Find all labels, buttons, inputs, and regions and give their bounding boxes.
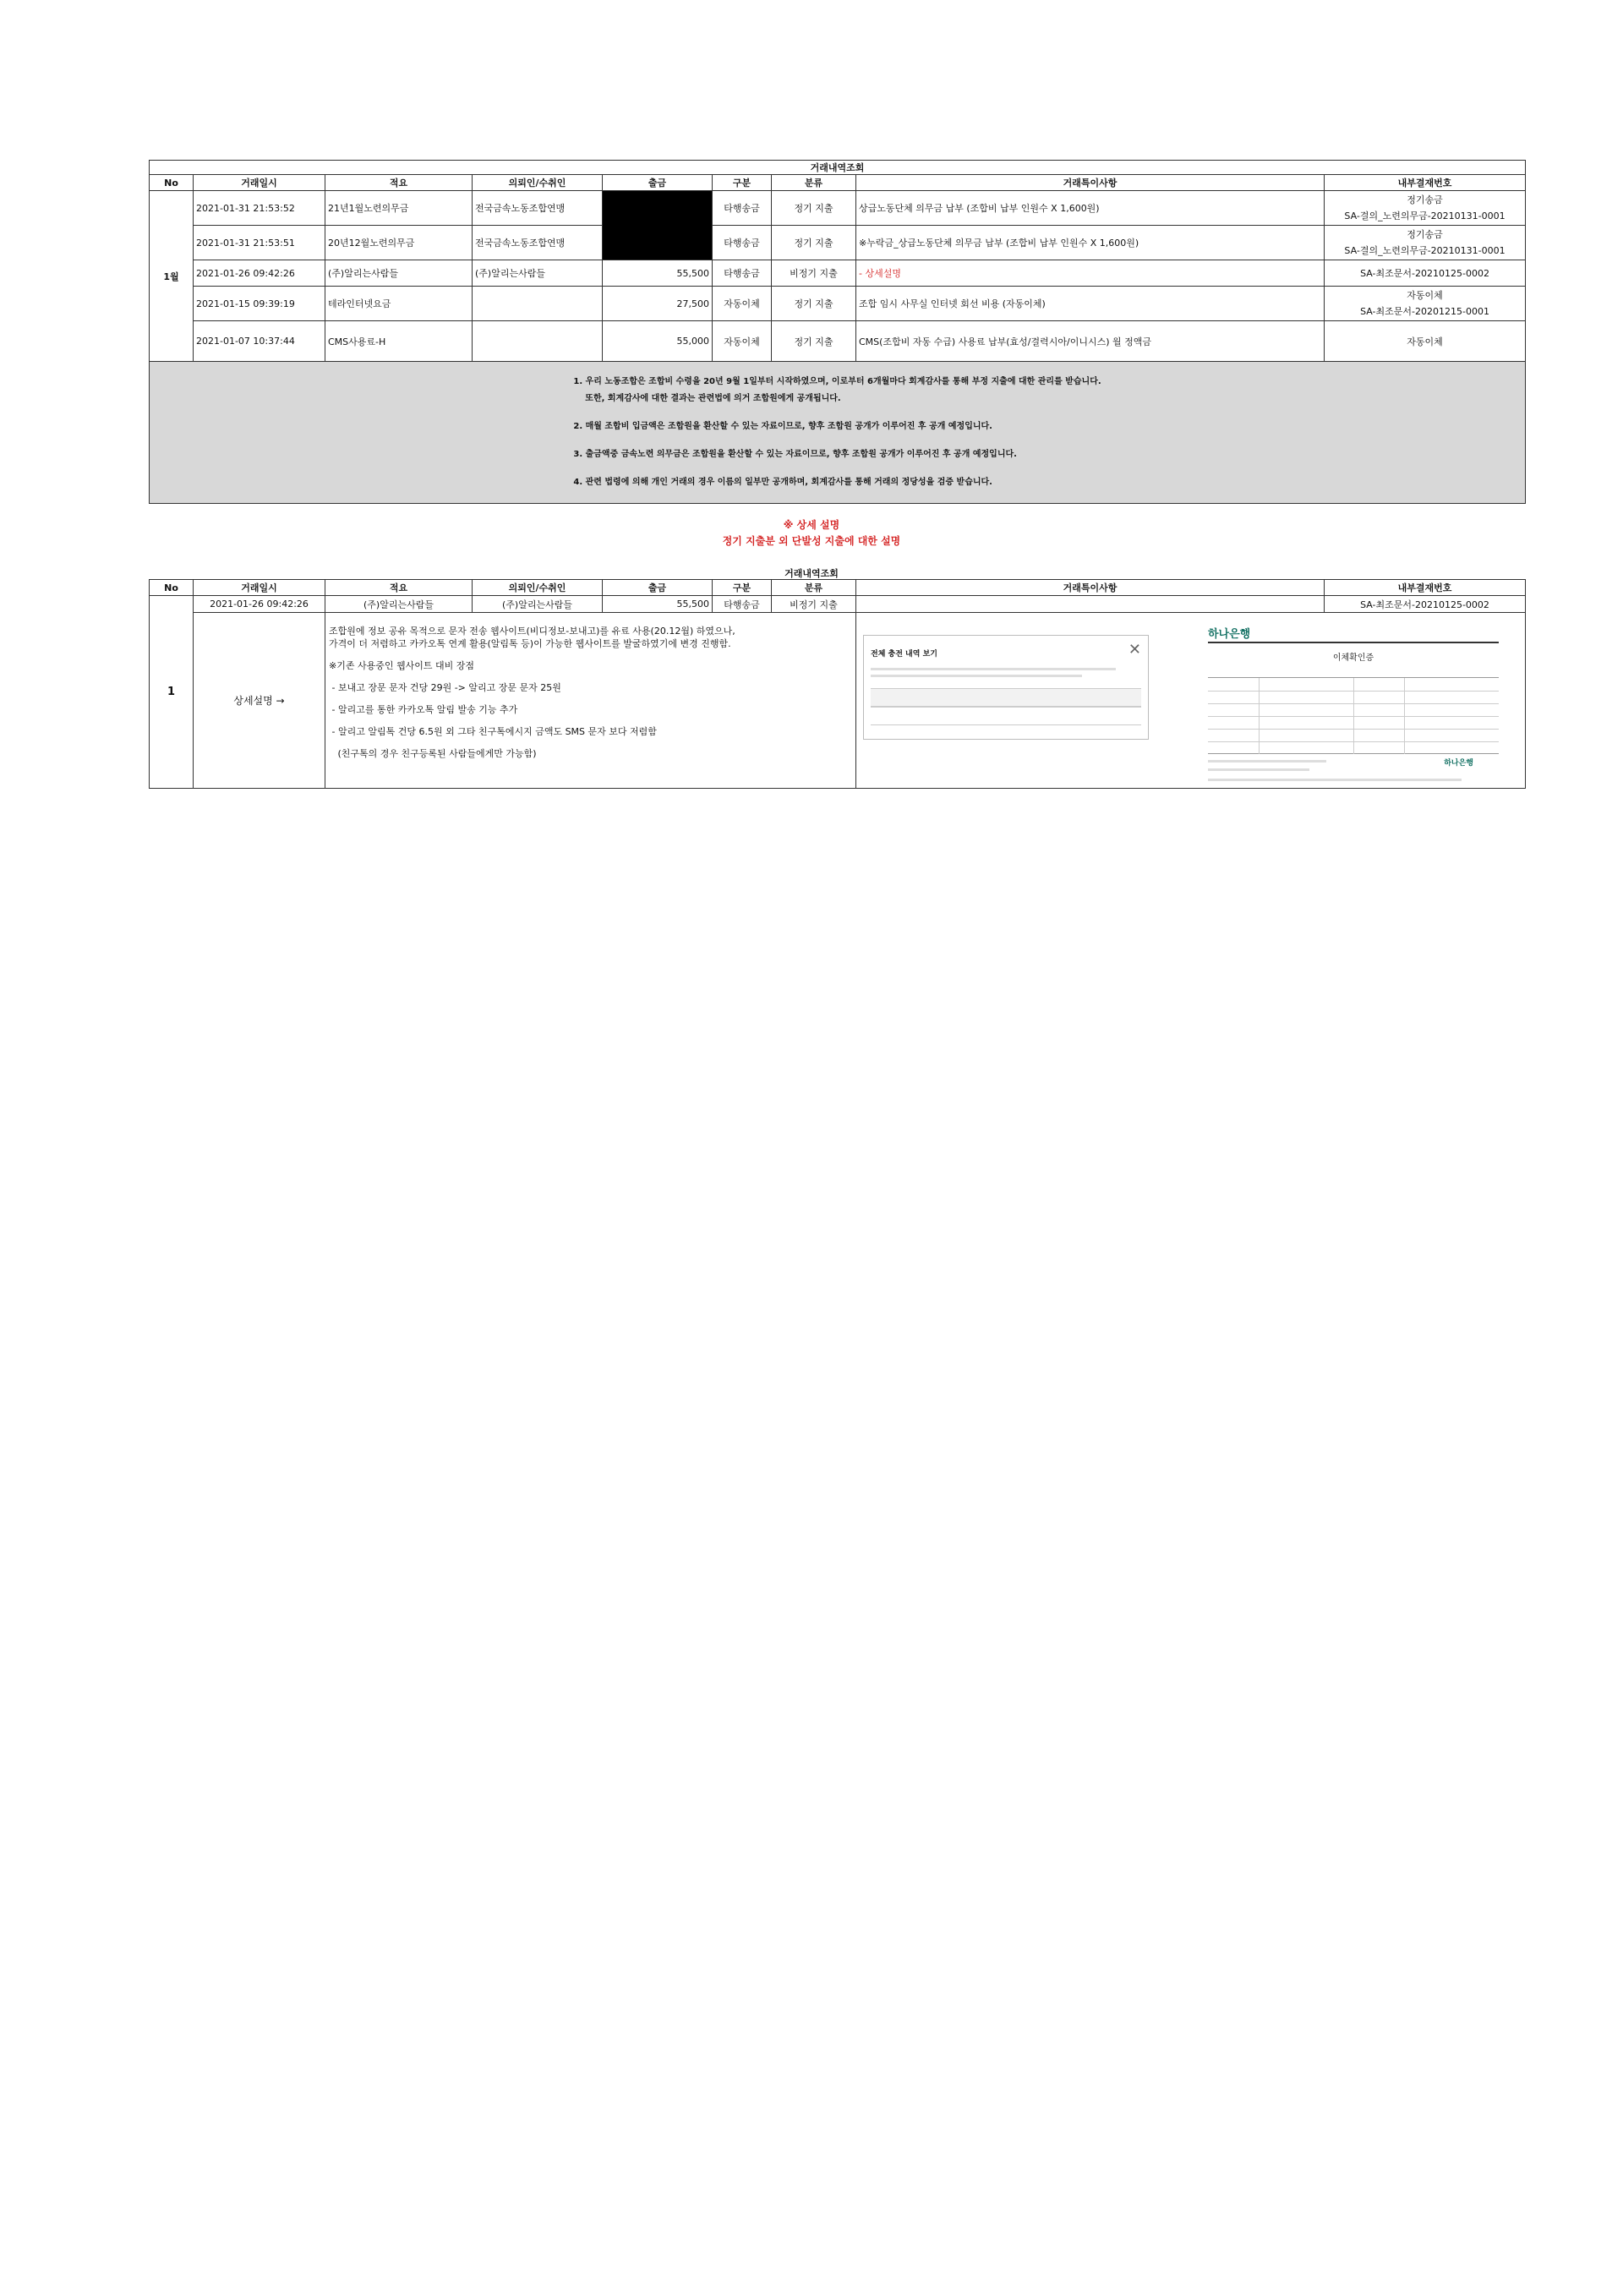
datetime-cell: 2021-01-07 10:37:44 bbox=[194, 321, 325, 362]
table-title: 거래내역조회 bbox=[150, 161, 1526, 175]
note-cell: CMS(조합비 자동 수급) 사용료 납부(효성/결력시아/이니시스) 월 정액금 bbox=[856, 321, 1325, 362]
col-header: 출금 bbox=[603, 175, 713, 191]
approval-cell bbox=[1325, 226, 1526, 260]
col-header: 구분 bbox=[713, 175, 772, 191]
detail-row bbox=[150, 613, 1526, 789]
col-header: 출금 bbox=[603, 580, 713, 596]
memo-cell: (주)알리는사람들 bbox=[325, 596, 473, 613]
col-header: 내부결재번호 bbox=[1325, 580, 1526, 596]
datetime-cell: 2021-01-26 09:42:26 bbox=[194, 596, 325, 613]
table-header-row bbox=[150, 580, 1526, 596]
detail-description bbox=[325, 613, 856, 789]
amount-cell: 27,500 bbox=[603, 287, 713, 321]
note-line: 4. 관련 법령에 의해 개인 거래의 경우 이름의 일부만 공개하며, 회계감사를 통해 거래의 정당성을 검증 받습니다. bbox=[573, 478, 992, 487]
detail-table bbox=[149, 579, 1526, 789]
evidence-images bbox=[856, 613, 1526, 789]
note-line: 또한, 회계감사에 대한 결과는 관련법에 의거 조합원에게 공개됩니다. bbox=[573, 394, 841, 403]
memo-cell: (주)알리는사람들 bbox=[325, 260, 473, 287]
transaction-table bbox=[149, 160, 1526, 504]
table-header-row bbox=[150, 175, 1526, 191]
detail-line: 가격이 더 저렴하고 카카오톡 연계 활용(알림톡 등)이 가능한 웹사이트를 발굴하였기에 변경 진행함. bbox=[329, 638, 731, 649]
table-row bbox=[150, 321, 1526, 362]
table-row bbox=[150, 191, 1526, 226]
col-header: No bbox=[150, 175, 194, 191]
party-cell: (주)알리는사람들 bbox=[473, 596, 603, 613]
detail-link[interactable]: - 상세설명 bbox=[856, 260, 1325, 287]
datetime-cell: 2021-01-31 21:53:51 bbox=[194, 226, 325, 260]
approval-line: SA-결의_노련의무금-20210131-0001 bbox=[1344, 245, 1506, 256]
detail-line: ※기존 사용중인 웹사이트 대비 장점 bbox=[329, 660, 474, 671]
memo-cell: 20년12월노련의무금 bbox=[325, 226, 473, 260]
approval-line: 정기송금 bbox=[1407, 194, 1443, 205]
approval-cell bbox=[1325, 191, 1526, 226]
memo-cell: CMS사용료-H bbox=[325, 321, 473, 362]
amount-cell: 55,000 bbox=[603, 321, 713, 362]
redacted-amount-cell bbox=[603, 191, 713, 260]
kind-cell: 타행송금 bbox=[713, 596, 772, 613]
note-line: 3. 출금액중 금속노련 의무금은 조합원을 환산할 수 있는 자료이므로, 향후 조합원 공개가 이루어진 후 공개 예정입니다. bbox=[573, 450, 1017, 459]
col-header: 거래특이사항 bbox=[856, 175, 1325, 191]
amount-cell: 55,500 bbox=[603, 260, 713, 287]
party-cell: 전국금속노동조합연맹 bbox=[473, 191, 603, 226]
category-cell: 비정기 지출 bbox=[772, 260, 856, 287]
row-number: 1 bbox=[150, 596, 194, 789]
receipt-grid bbox=[1208, 677, 1499, 754]
col-header: 의뢰인/수취인 bbox=[473, 175, 603, 191]
kind-cell: 자동이체 bbox=[713, 321, 772, 362]
col-header: 분류 bbox=[772, 175, 856, 191]
col-header: 의뢰인/수취인 bbox=[473, 580, 603, 596]
col-header: 거래일시 bbox=[194, 175, 325, 191]
note-line: 1. 우리 노동조합은 조합비 수령을 20년 9월 1일부터 시작하였으며, 이로부터 6개월마다 회계감사를 통해 부정 지출에 대한 관리를 받습니다. bbox=[573, 377, 1101, 386]
party-cell: 전국금속노동조합연맹 bbox=[473, 226, 603, 260]
charge-history-screenshot bbox=[863, 635, 1149, 740]
col-header: 거래특이사항 bbox=[856, 580, 1325, 596]
note-cell: 상급노동단체 의무금 납부 (조합비 납부 인원수 X 1,600원) bbox=[856, 191, 1325, 226]
col-header: 거래일시 bbox=[194, 580, 325, 596]
approval-cell: SA-최조문서-20210125-0002 bbox=[1325, 260, 1526, 287]
col-header: 내부결재번호 bbox=[1325, 175, 1526, 191]
datetime-cell: 2021-01-31 21:53:52 bbox=[194, 191, 325, 226]
party-cell: (주)알리는사람들 bbox=[473, 260, 603, 287]
table-row bbox=[150, 260, 1526, 287]
category-cell: 정기 지출 bbox=[772, 191, 856, 226]
col-header: No bbox=[150, 580, 194, 596]
col-header: 적요 bbox=[325, 580, 473, 596]
memo-cell: 21년1월노련의무금 bbox=[325, 191, 473, 226]
approval-line: 자동이체 bbox=[1407, 290, 1443, 301]
detail-line: 조합원에 정보 공유 목적으로 문자 전송 웹사이트(비디정보-보내고)를 유료 사용(20.12월) 하였으나, bbox=[329, 626, 735, 637]
datetime-cell: 2021-01-26 09:42:26 bbox=[194, 260, 325, 287]
kind-cell: 타행송금 bbox=[713, 191, 772, 226]
month-cell: 1월 bbox=[150, 191, 194, 362]
transfer-receipt-screenshot bbox=[1208, 625, 1499, 785]
section-mark: ※ 상세 설명 bbox=[783, 519, 840, 531]
approval-line: 정기송금 bbox=[1407, 229, 1443, 240]
detail-label: 상세설명 → bbox=[194, 613, 325, 789]
detail-line: - 알리고를 통한 카카오톡 알림 발송 기능 추가 bbox=[329, 704, 518, 715]
detail-line: (친구톡의 경우 친구등록된 사람들에게만 가능함) bbox=[329, 748, 537, 759]
datetime-cell: 2021-01-15 09:39:19 bbox=[194, 287, 325, 321]
category-cell: 정기 지출 bbox=[772, 321, 856, 362]
table-row bbox=[150, 287, 1526, 321]
party-cell bbox=[473, 321, 603, 362]
note-cell: ※누락금_상급노동단체 의무금 납부 (조합비 납부 인원수 X 1,600원) bbox=[856, 226, 1325, 260]
col-header: 적요 bbox=[325, 175, 473, 191]
kind-cell: 타행송금 bbox=[713, 260, 772, 287]
category-cell: 정기 지출 bbox=[772, 226, 856, 260]
kind-cell: 자동이체 bbox=[713, 287, 772, 321]
category-cell: 정기 지출 bbox=[772, 287, 856, 321]
approval-cell: SA-최조문서-20210125-0002 bbox=[1325, 596, 1526, 613]
note-line: 2. 매월 조합비 입금액은 조합원을 환산할 수 있는 자료이므로, 향후 조합원 공개가 이루어진 후 공개 예정입니다. bbox=[573, 422, 992, 431]
note-cell bbox=[856, 596, 1325, 613]
memo-cell: 테라인터넷요금 bbox=[325, 287, 473, 321]
bank-stamp: 하나은행 bbox=[1444, 759, 1473, 768]
notes-panel bbox=[150, 362, 1526, 504]
notes-row bbox=[150, 362, 1526, 504]
approval-line: SA-결의_노련의무금-20210131-0001 bbox=[1344, 210, 1506, 221]
section-subtitle: 정기 지출분 외 단발성 지출에 대한 설명 bbox=[722, 535, 901, 547]
close-icon: ✕ bbox=[1128, 641, 1141, 659]
col-header: 분류 bbox=[772, 580, 856, 596]
amount-cell: 55,500 bbox=[603, 596, 713, 613]
bank-logo: 하나은행 bbox=[1208, 628, 1251, 641]
party-cell bbox=[473, 287, 603, 321]
category-cell: 비정기 지출 bbox=[772, 596, 856, 613]
receipt-title: 이체확인증 bbox=[1332, 653, 1374, 663]
approval-cell: 자동이체 bbox=[1325, 321, 1526, 362]
table-row bbox=[150, 596, 1526, 613]
screenshot-title: 전체 충전 내역 보기 bbox=[871, 650, 937, 659]
note-cell: 조합 임시 사무실 인터넷 회선 비용 (자동이체) bbox=[856, 287, 1325, 321]
detail-line: - 보내고 장문 문자 건당 29원 -> 알리고 장문 문자 25원 bbox=[329, 682, 561, 693]
kind-cell: 타행송금 bbox=[713, 226, 772, 260]
col-header: 구분 bbox=[713, 580, 772, 596]
detail-line: - 알리고 알림톡 건당 6.5원 외 그타 친구톡에시지 금액도 SMS 문자 보다 저렴함 bbox=[329, 726, 657, 737]
table-title: 거래내역조회 bbox=[784, 568, 839, 579]
table-row bbox=[150, 226, 1526, 260]
approval-line: SA-최조문서-20201215-0001 bbox=[1360, 306, 1489, 317]
approval-cell bbox=[1325, 287, 1526, 321]
